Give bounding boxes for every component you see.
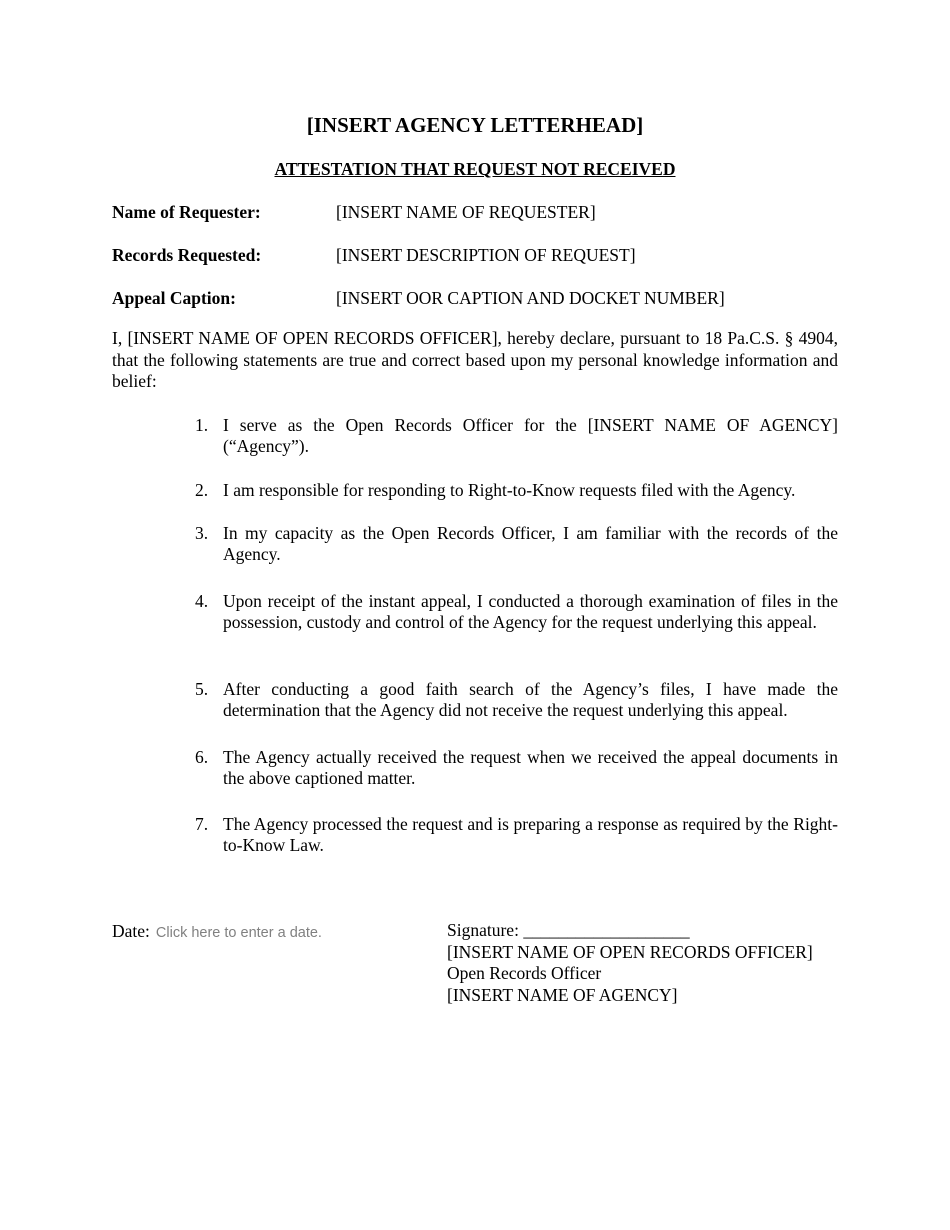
signature-label: Signature: <box>447 920 519 940</box>
item-number: 7. <box>195 814 209 834</box>
letterhead: [INSERT AGENCY LETTERHEAD] <box>306 113 644 137</box>
date-label: Date: <box>112 921 150 941</box>
item-number: 5. <box>195 679 209 699</box>
item-number: 4. <box>195 591 209 611</box>
item-text: Upon receipt of the instant appeal, I conducted a thorough examination of files in the possession, custody and control of the Agency for the request underlying this appeal. <box>223 591 838 632</box>
field-label: Records Requested: <box>112 245 262 265</box>
date-block <box>112 920 322 944</box>
item-number: 3. <box>195 523 209 543</box>
document-title: ATTESTATION THAT REQUEST NOT RECEIVED <box>274 159 676 179</box>
item-number: 6. <box>195 747 209 767</box>
date-picker-field[interactable]: Click here to enter a date. <box>155 925 322 941</box>
item-text: I serve as the Open Records Officer for the [INSERT NAME OF AGENCY] (“Agency”). <box>223 415 838 456</box>
declaration-intro: I, [INSERT NAME OF OPEN RECORDS OFFICER], hereby declare, pursuant to 18 Pa.C.S. § 4904, that the following statements are true and correct based upon my personal knowledge information and belief: <box>112 328 838 391</box>
item-text: The Agency actually received the request when we received the appeal documents in the above captioned matter. <box>223 747 838 788</box>
field-value: [INSERT OOR CAPTION AND DOCKET NUMBER] <box>336 288 725 308</box>
item-text: After conducting a good faith search of the Agency’s files, I have made the determination that the Agency did not receive the request underlying this appeal. <box>223 679 838 720</box>
signature-line <box>447 920 813 942</box>
field-value: [INSERT DESCRIPTION OF REQUEST] <box>336 245 636 265</box>
item-text: In my capacity as the Open Records Officer, I am familiar with the records of the Agency. <box>223 523 838 564</box>
field-value: [INSERT NAME OF REQUESTER] <box>336 202 596 222</box>
item-text: I am responsible for responding to Right-to-Know requests filed with the Agency. <box>223 480 796 500</box>
item-number: 2. <box>195 480 209 500</box>
signature-underline: ___________________ <box>523 920 690 940</box>
item-text: The Agency processed the request and is preparing a response as required by the Right-to-Know Law. <box>223 814 838 855</box>
officer-name: [INSERT NAME OF OPEN RECORDS OFFICER] <box>447 941 813 962</box>
officer-role: Open Records Officer <box>447 963 602 983</box>
field-label: Appeal Caption: <box>112 288 236 308</box>
signature-block <box>447 920 813 1006</box>
item-number: 1. <box>195 415 209 435</box>
field-label: Name of Requester: <box>112 202 261 222</box>
agency-name: [INSERT NAME OF AGENCY] <box>447 984 678 1005</box>
